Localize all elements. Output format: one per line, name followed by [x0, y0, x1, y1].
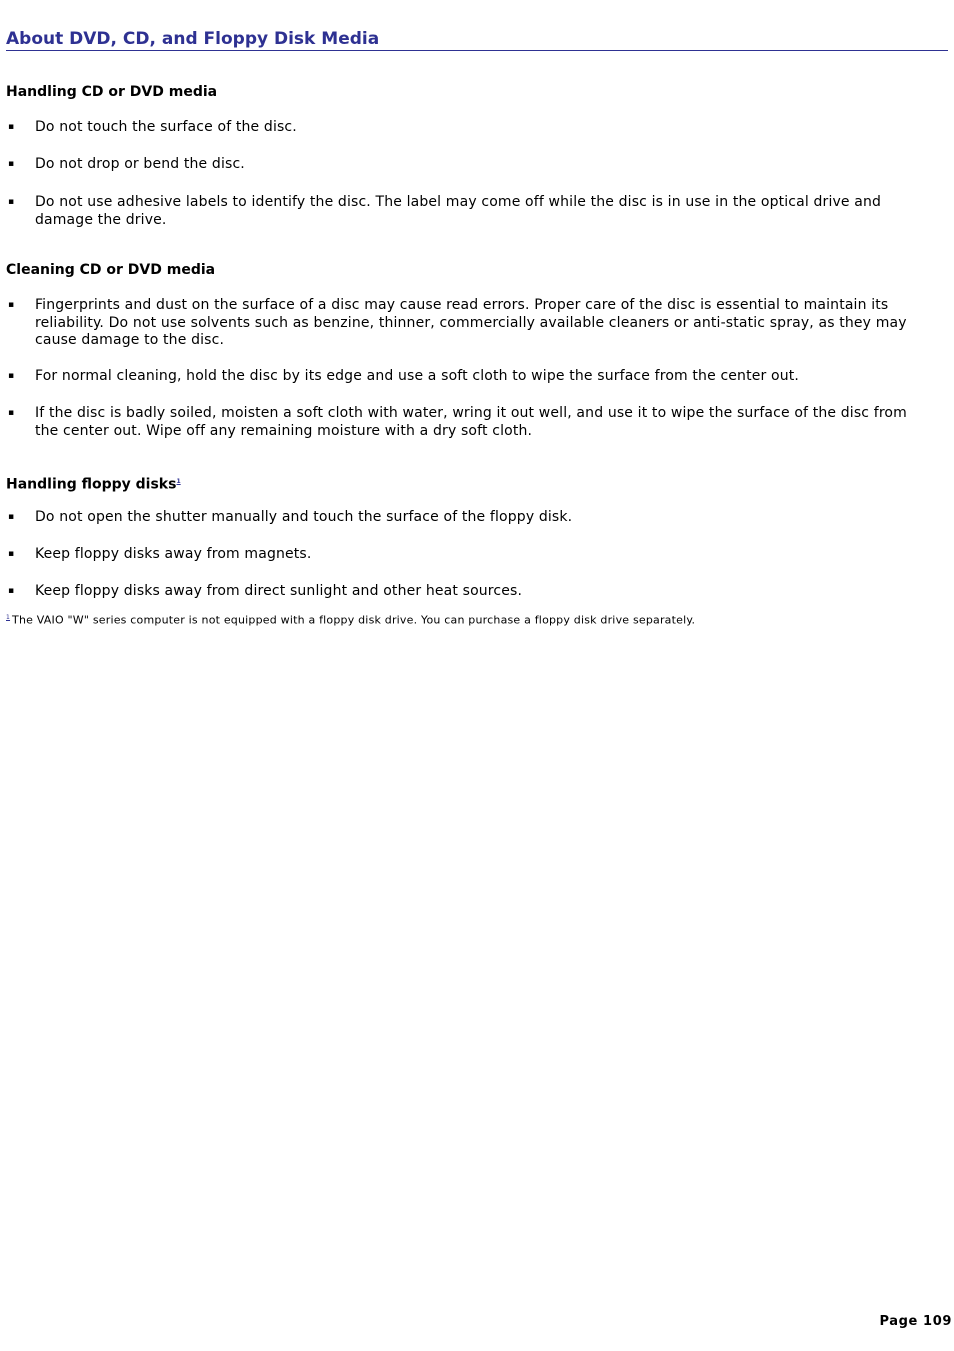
- list-item: [6, 509, 926, 527]
- bullet-icon: ▪: [8, 197, 15, 207]
- bullet-icon: ▪: [8, 371, 15, 381]
- section-heading-cleaning-cd-dvd: Cleaning CD or DVD media: [6, 262, 216, 278]
- footnote-ref-link[interactable]: 1: [176, 478, 181, 485]
- list-item-text: Fingerprints and dust on the surface of a disc may cause read errors. Proper care of the disc is essential to maintain its reliability. Do not use solvents such as benzine, thinner, commercially available cleaners or anti-static spray, as they may cause damage to the disc.: [35, 297, 907, 349]
- list-item: [6, 156, 926, 174]
- page-title: About DVD, CD, and Floppy Disk Media: [6, 29, 948, 51]
- bullet-icon: ▪: [8, 159, 15, 169]
- section-heading-label: Handling floppy disks: [6, 476, 177, 493]
- list-item-text: For normal cleaning, hold the disc by its edge and use a soft cloth to wipe the surface from the center out.: [35, 368, 799, 384]
- list-item: [6, 405, 926, 440]
- list-item-text: Do not drop or bend the disc.: [35, 156, 245, 172]
- bullet-icon: ▪: [8, 512, 15, 522]
- list-item: [6, 368, 926, 386]
- list-item-text: Do not open the shutter manually and touch the surface of the floppy disk.: [35, 509, 573, 525]
- list-item-text: Keep floppy disks away from magnets.: [35, 546, 312, 562]
- section-heading-handling-cd-dvd: Handling CD or DVD media: [6, 84, 218, 100]
- bullet-icon: ▪: [8, 586, 15, 596]
- list-item: [6, 583, 926, 601]
- bullet-icon: ▪: [8, 549, 15, 559]
- list-item: [6, 546, 926, 564]
- list-item: [6, 119, 926, 137]
- footnote: [6, 611, 695, 628]
- bullet-icon: ▪: [8, 300, 15, 310]
- list-item-text: Keep floppy disks away from direct sunlight and other heat sources.: [35, 583, 523, 599]
- section-heading-handling-floppy: [6, 473, 181, 494]
- list-item-text: Do not use adhesive labels to identify the disc. The label may come off while the disc is in use in the optical drive and damage the drive.: [35, 194, 882, 228]
- list-item-text: If the disc is badly soiled, moisten a soft cloth with water, wring it out well, and use it to wipe the surface of the disc from the center out. Wipe off any remaining moisture with a dry soft cloth.: [35, 405, 907, 439]
- footnote-marker-link[interactable]: 1: [6, 614, 11, 621]
- list-item: [6, 194, 926, 229]
- page-number: Page 109: [879, 1314, 952, 1329]
- list-item-text: Do not touch the surface of the disc.: [35, 119, 297, 135]
- bullet-icon: ▪: [8, 408, 15, 418]
- footnote-text: The VAIO "W" series computer is not equipped with a floppy disk drive. You can purchase a floppy disk drive separately.: [12, 613, 696, 627]
- bullet-icon: ▪: [8, 122, 15, 132]
- list-item: [6, 297, 926, 350]
